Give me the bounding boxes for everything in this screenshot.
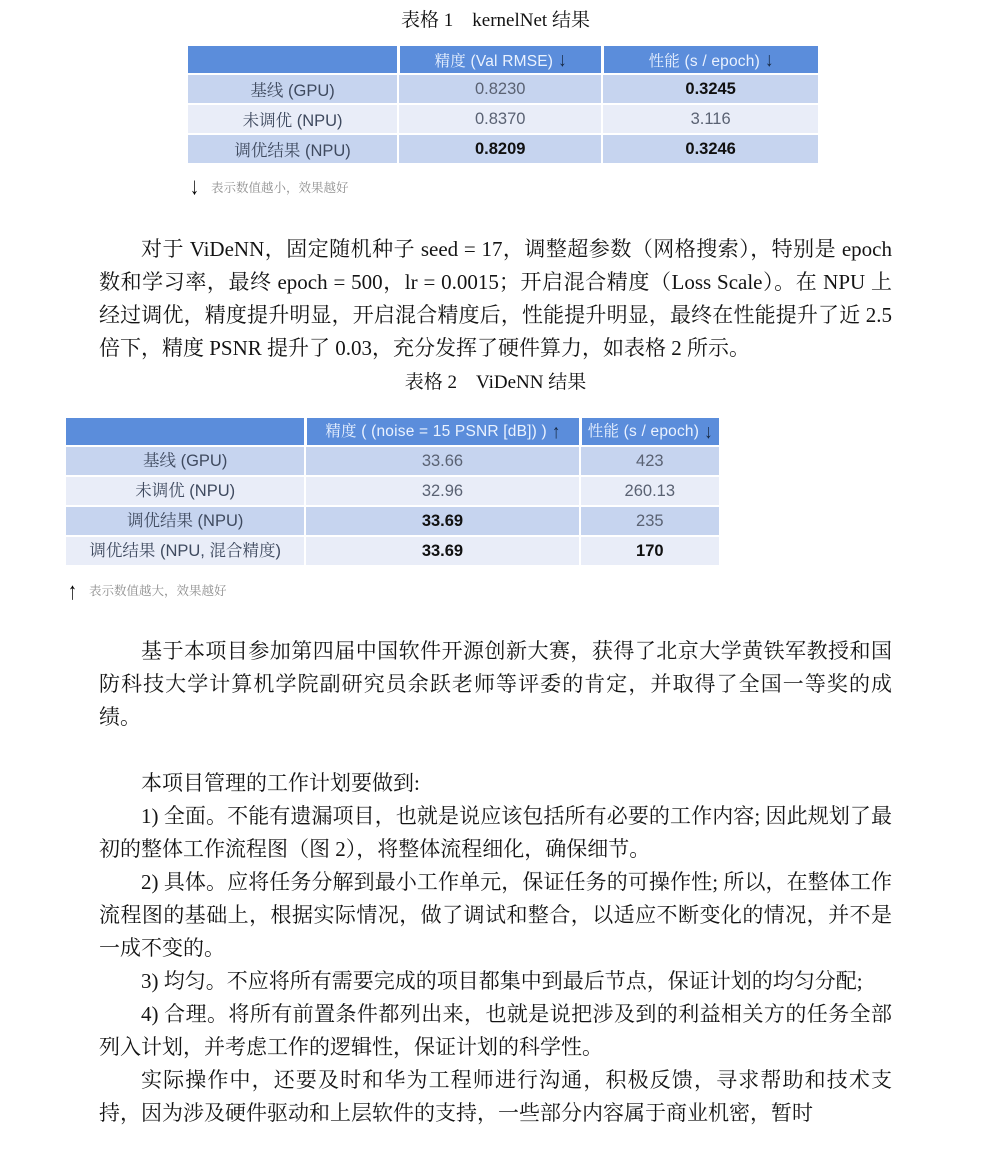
table2-caption: 表格 2 ViDeNN 结果 bbox=[404, 372, 587, 393]
table1-caption: 表格 1 kernelNet 结果 bbox=[401, 10, 590, 31]
header-label: 性能 (s / epoch) bbox=[648, 52, 760, 70]
paragraph-item-2: 2) 具体。应将任务分解到最小工作单元，保证任务的可操作性; 所以，在整体工作流程图的基础上，根据实际情况，做了调试和整合，以适应不断变化的情况，并不是一成不变的。 bbox=[99, 870, 892, 960]
table-row bbox=[188, 73, 818, 103]
cell-value: 423 bbox=[579, 447, 719, 475]
table-row bbox=[66, 475, 719, 505]
row-label: 基线 (GPU) bbox=[66, 447, 304, 475]
table-row bbox=[188, 133, 818, 163]
arrow-down-icon: ↓ bbox=[190, 172, 199, 200]
paragraph-huawei-support: 实际操作中，还要及时和华为工程师进行沟通，积极反馈，寻求帮助和技术支持，因为涉及硬件驱动和上层软件的支持，一些部分内容属于商业机密，暂时 bbox=[99, 1068, 892, 1125]
cell-value: 0.8370 bbox=[397, 105, 601, 133]
header-label: 性能 (s / epoch) bbox=[587, 423, 700, 440]
header-cell bbox=[304, 418, 578, 445]
cell-value: 170 bbox=[579, 537, 719, 565]
cell-value: 3.116 bbox=[601, 105, 818, 133]
kernelnet-results-table bbox=[188, 46, 818, 163]
table-row bbox=[66, 535, 719, 565]
row-label: 调优结果 (NPU) bbox=[188, 135, 397, 163]
table1-footnote bbox=[190, 172, 892, 200]
row-label: 未调优 (NPU) bbox=[188, 105, 397, 133]
paragraph-item-3: 3) 均匀。不应将所有需要完成的项目都集中到最后节点，保证计划的均匀分配; bbox=[141, 969, 863, 993]
header-cell bbox=[66, 418, 304, 445]
cell-value: 0.3246 bbox=[601, 135, 818, 163]
header-label: 精度 ( (noise = 15 PSNR [dB]) ) bbox=[325, 423, 547, 440]
paragraph-competition-award: 基于本项目参加第四届中国软件开源创新大赛，获得了北京大学黄铁军教授和国防科技大学计算机学院副研究员余跃老师等评委的肯定，并取得了全国一等奖的成绩。 bbox=[99, 639, 892, 729]
table1-header-row bbox=[188, 46, 818, 73]
header-cell bbox=[579, 418, 719, 445]
table-row bbox=[188, 103, 818, 133]
videnn-results-table bbox=[66, 418, 719, 565]
table2-header-row bbox=[66, 418, 719, 445]
cell-value: 32.96 bbox=[304, 477, 578, 505]
row-label: 调优结果 (NPU) bbox=[66, 507, 304, 535]
table2-footnote bbox=[68, 575, 892, 608]
cell-value: 33.69 bbox=[304, 507, 578, 535]
paragraph-plan-intro: 本项目管理的工作计划要做到: bbox=[141, 771, 420, 795]
header-label: 精度 (Val RMSE) bbox=[434, 52, 554, 70]
table1-body bbox=[188, 73, 818, 163]
document-content bbox=[0, 9, 991, 1130]
cell-value: 33.66 bbox=[304, 447, 578, 475]
header-cell bbox=[188, 46, 397, 73]
document-text bbox=[68, 233, 892, 1130]
table-row bbox=[66, 445, 719, 475]
table2-body bbox=[66, 445, 719, 565]
paragraph-item-1: 1) 全面。不能有遗漏项目，也就是说应该包括所有必要的工作内容; 因此规划了最初的整体工作流程图（图 2），将整体流程细化，确保细节。 bbox=[99, 804, 892, 861]
cell-value: 260.13 bbox=[579, 477, 719, 505]
arrow-down-icon: ↓ bbox=[764, 48, 774, 70]
arrow-up-icon: ↑ bbox=[68, 577, 77, 605]
table-row bbox=[66, 505, 719, 535]
row-label: 未调优 (NPU) bbox=[66, 477, 304, 505]
row-label: 基线 (GPU) bbox=[188, 75, 397, 103]
table2-footnote-text: 表示数值越大，效果越好 bbox=[89, 584, 227, 598]
header-cell bbox=[397, 46, 601, 73]
cell-value: 33.69 bbox=[304, 537, 578, 565]
arrow-down-icon: ↓ bbox=[558, 48, 567, 70]
arrow-down-icon: ↓ bbox=[704, 420, 713, 443]
row-label: 调优结果 (NPU, 混合精度) bbox=[66, 537, 304, 565]
arrow-up-icon: ↑ bbox=[551, 420, 561, 443]
header-cell bbox=[601, 46, 818, 73]
cell-value: 0.8209 bbox=[397, 135, 601, 163]
table1-footnote-text: 表示数值越小，效果越好 bbox=[211, 180, 349, 195]
cell-value: 0.8230 bbox=[397, 75, 601, 103]
cell-value: 0.3245 bbox=[601, 75, 818, 103]
paragraph-item-4: 4) 合理。将所有前置条件都列出来，也就是说把涉及到的利益相关方的任务全部列入计划，并考虑工作的逻辑性，保证计划的科学性。 bbox=[99, 1002, 892, 1059]
paragraph-videnn-tuning: 对于 ViDeNN，固定随机种子 seed = 17，调整超参数（网格搜索），特别是 epoch 数和学习率，最终 epoch = 500，lr = 0.0015；开启混合精度（Loss Scale）。在 NPU 上经过调优，精度提升明显，开启混合精度后，性能提升明显，最终在性能提升了近 2.5 倍下，精度 PSNR 提升了 0.03，充分发挥了硬件算力，如表格 2 所示。 bbox=[99, 237, 892, 360]
cell-value: 235 bbox=[579, 507, 719, 535]
